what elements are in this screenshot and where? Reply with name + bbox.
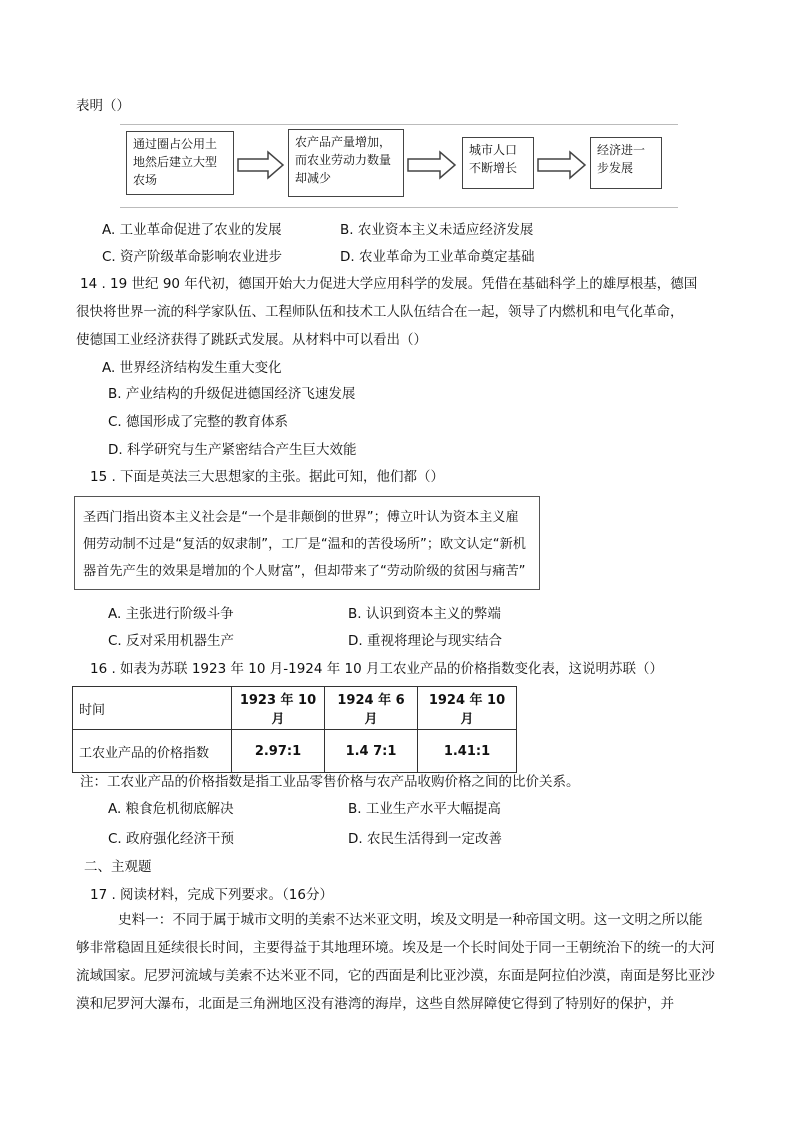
- q14-option-a: A. 世界经济结构发生重大变化: [102, 360, 282, 376]
- flow-arrow-3: [536, 149, 588, 181]
- q15-option-a: A. 主张进行阶级斗争: [108, 606, 234, 622]
- q15-option-c: C. 反对采用机器生产: [108, 633, 235, 649]
- table-header-cell: 时间: [73, 687, 232, 730]
- q14-option-c: C. 德国形成了完整的教育体系: [108, 414, 289, 430]
- q14-line-3: 使德国工业经济获得了跳跃式发展。从材料中可以看出（）: [76, 332, 427, 348]
- q15-option-b: B. 认识到资本主义的弊端: [348, 606, 501, 622]
- q13-option-c: C. 资产阶级革命影响农业进步: [102, 249, 283, 265]
- table-row: [73, 687, 517, 730]
- q16-option-c: C. 政府强化经济干预: [108, 831, 235, 847]
- q14-line-1: 14 . 19 世纪 90 年代初，德国开始大力促进大学应用科学的发展。凭借在基础科学上的雄厚根基，德国: [80, 276, 698, 292]
- q14-line-2: 很快将世界一流的科学家队伍、工程师队伍和技术工人队伍结合在一起，领导了内燃机和电气化革命，: [76, 304, 684, 320]
- table-cell: 1.4 7:1: [325, 730, 418, 773]
- flow-arrow-2: [406, 149, 458, 181]
- table-row: [73, 730, 517, 773]
- q16-option-b: B. 工业生产水平大幅提高: [348, 801, 501, 817]
- flow-box-1: 通过圈占公用土地然后建立大型农场: [126, 131, 234, 195]
- q16-option-a: A. 粮食危机彻底解决: [108, 801, 234, 817]
- q13-flow-diagram: [120, 124, 678, 208]
- table-header-cell: 1924 年 6 月: [325, 687, 418, 730]
- q13-stem-end: 表明（）: [76, 98, 130, 114]
- flow-box-3: 城市人口不断增长: [462, 137, 534, 189]
- flow-box-4: 经济进一步发展: [590, 137, 662, 189]
- flow-arrow-1: [236, 149, 286, 181]
- q14-option-d: D. 科学研究与生产紧密结合产生巨大效能: [108, 442, 357, 458]
- table-row-label: 工农业产品的价格指数: [73, 730, 232, 773]
- q15-option-d: D. 重视将理论与现实结合: [348, 633, 502, 649]
- table-cell: 1.41:1: [418, 730, 517, 773]
- section-heading: 二、主观题: [84, 859, 152, 875]
- flow-box-2: 农产品产量增加，而农业劳动力数量却减少: [288, 129, 404, 197]
- q17-stem: 17 . 阅读材料，完成下列要求。（16分）: [90, 887, 333, 903]
- table-cell: 2.97:1: [232, 730, 325, 773]
- q13-option-b: B. 农业资本主义未适应经济发展: [340, 222, 534, 238]
- q16-price-table: [72, 686, 517, 773]
- q15-stem: 15 . 下面是英法三大思想家的主张。据此可知，他们都（）: [90, 469, 445, 485]
- q16-option-d: D. 农民生活得到一定改善: [348, 831, 502, 847]
- q14-option-b: B. 产业结构的升级促进德国经济飞速发展: [108, 386, 356, 402]
- q15-quote-box: 圣西门指出资本主义社会是“一个是非颠倒的世界”；傅立叶认为资本主义雇佣劳动制不过是“复活的奴隶制”，工厂是“温和的苦役场所”；欧文认定“新机器首先产生的效果是增加的个人财富”，但却带来了“劳动阶级的贫困与痛苦”: [74, 496, 540, 590]
- q13-option-d: D. 农业革命为工业革命奠定基础: [340, 249, 535, 265]
- q17-material-paragraph: 史料一：不同于属于城市文明的美索不达米亚文明，埃及文明是一种帝国文明。这一文明之所以能够非常稳固且延续很长时间，主要得益于其地理环境。埃及是一个长时间处于同一王朝统治下的统一的大河流域国家。尼罗河流域与美索不达米亚不同，它的西面是利比亚沙漠，东面是阿拉伯沙漠，南面是努比亚沙漠和尼罗河大瀑布，北面是三角洲地区没有港湾的海岸，这些自然屏障使它得到了特别好的保护，并: [76, 912, 715, 1012]
- table-header-cell: 1924 年 10 月: [418, 687, 517, 730]
- q16-note: 注：工农业产品的价格指数是指工业品零售价格与农产品收购价格之间的比价关系。: [80, 774, 580, 790]
- q13-option-a: A. 工业革命促进了农业的发展: [102, 222, 282, 238]
- table-header-cell: 1923 年 10 月: [232, 687, 325, 730]
- q16-stem: 16 . 如表为苏联 1923 年 10 月-1924 年 10 月工农业产品的价格指数变化表，这说明苏联（）: [90, 661, 664, 677]
